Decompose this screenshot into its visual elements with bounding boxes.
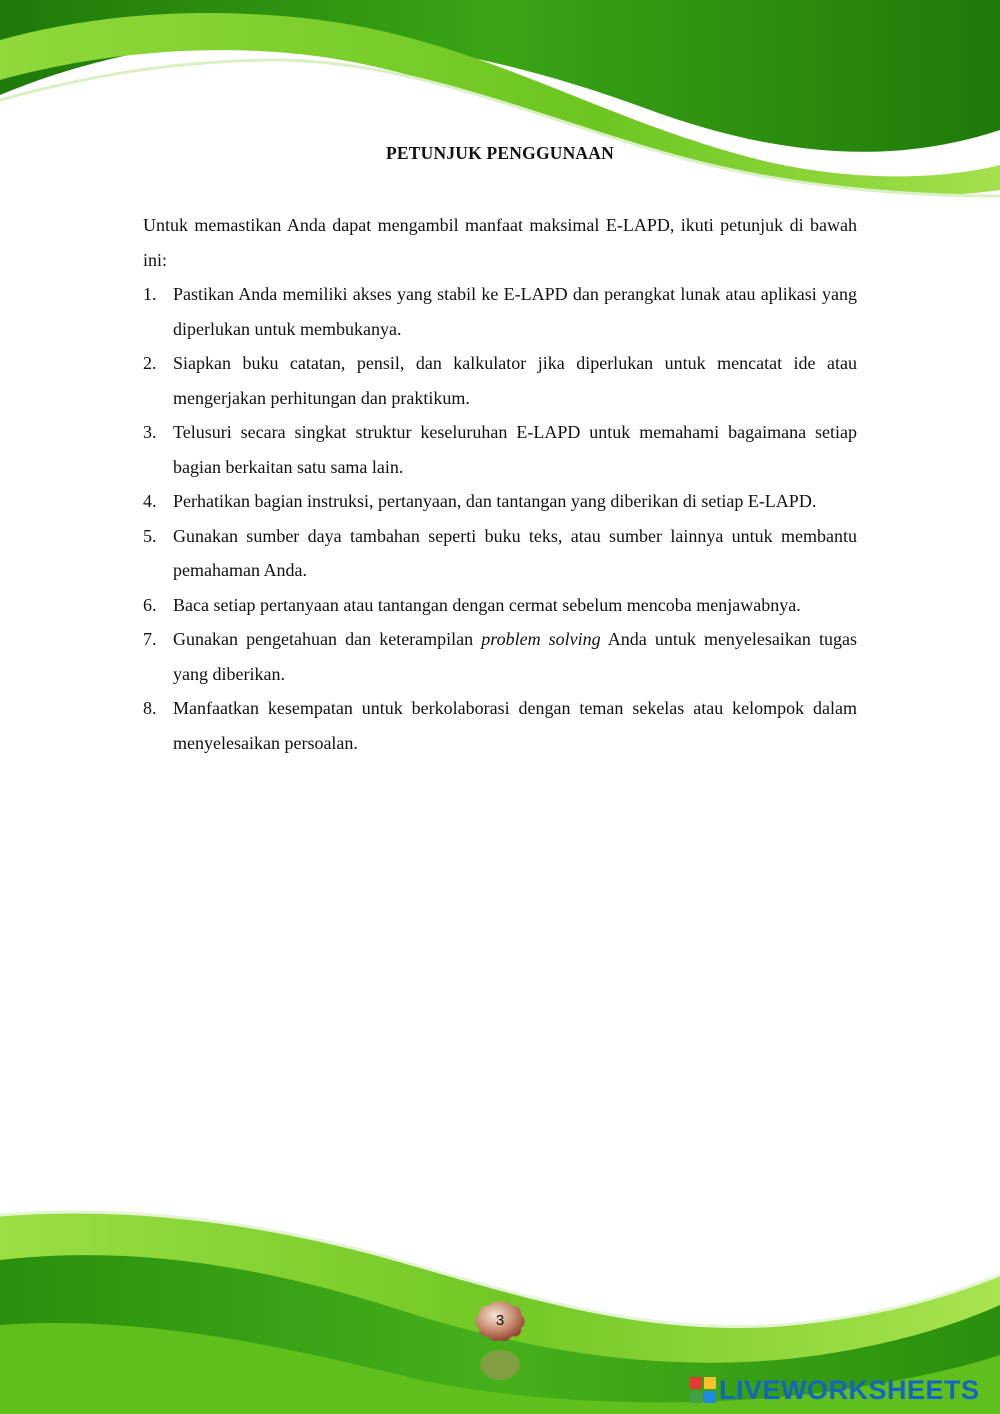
- list-item-text: Manfaatkan kesempatan untuk berkolaborasi dengan teman sekelas atau kelompok dalam menyelesaikan persoalan.: [173, 698, 857, 753]
- page-badge-reflection: [478, 1348, 522, 1382]
- page-number: 3: [495, 1312, 505, 1329]
- intro-paragraph: Untuk memastikan Anda dapat mengambil manfaat maksimal E-LAPD, ikuti petunjuk di bawah ini:: [143, 215, 857, 270]
- list-item-number: 6.: [143, 594, 157, 615]
- list-item: [143, 691, 857, 760]
- list-item-text: Pastikan Anda memiliki akses yang stabil ke E-LAPD dan perangkat lunak atau aplikasi yang diperlukan untuk membukanya.: [173, 284, 857, 339]
- list-item-number: 1.: [143, 284, 157, 304]
- list-item: [143, 415, 857, 484]
- list-item-text-before: Gunakan pengetahuan dan keterampilan: [173, 629, 482, 649]
- list-item-text: Gunakan sumber daya tambahan seperti buku teks, atau sumber lainnya untuk membantu pemahaman Anda.: [173, 525, 857, 580]
- liveworksheets-logo-icon: [690, 1377, 716, 1403]
- list-item-number: 5.: [143, 525, 157, 546]
- brand-name: LIVEWORKSHEETS: [719, 1374, 980, 1405]
- top-wave-decoration: [0, 0, 1000, 200]
- list-item-text-after: Anda untuk menyelesaikan tugas yang diberikan.: [173, 629, 857, 684]
- list-item: [143, 588, 857, 623]
- list-item-number: 2.: [143, 353, 157, 373]
- list-item: [143, 519, 857, 588]
- list-item-number: 8.: [143, 698, 157, 718]
- list-item-emphasis: problem solving: [481, 629, 601, 649]
- page-title: PETUNJUK PENGGUNAAN: [386, 143, 614, 163]
- list-item-number: 7.: [143, 629, 157, 649]
- list-item: [143, 622, 857, 691]
- liveworksheets-branding: [690, 1373, 980, 1407]
- list-item-number: 4.: [143, 491, 157, 511]
- list-item-text: Siapkan buku catatan, pensil, dan kalkulator jika diperlukan untuk mencatat ide atau mengerjakan perhitungan dan praktikum.: [173, 353, 857, 408]
- instruction-list: [143, 277, 857, 760]
- list-item-text: Telusuri secara singkat struktur keseluruhan E-LAPD untuk memahami bagaimana setiap bagian berkaitan satu sama lain.: [173, 422, 857, 477]
- list-item-text: Baca setiap pertanyaan atau tantangan dengan cermat sebelum mencoba menjawabnya.: [173, 594, 801, 615]
- list-item-number: 3.: [143, 422, 157, 442]
- list-item: [143, 346, 857, 415]
- list-item: [143, 277, 857, 346]
- list-item-text: Perhatikan bagian instruksi, pertanyaan, dan tantangan yang diberikan di setiap E-LAPD.: [173, 491, 817, 511]
- list-item: [143, 484, 857, 519]
